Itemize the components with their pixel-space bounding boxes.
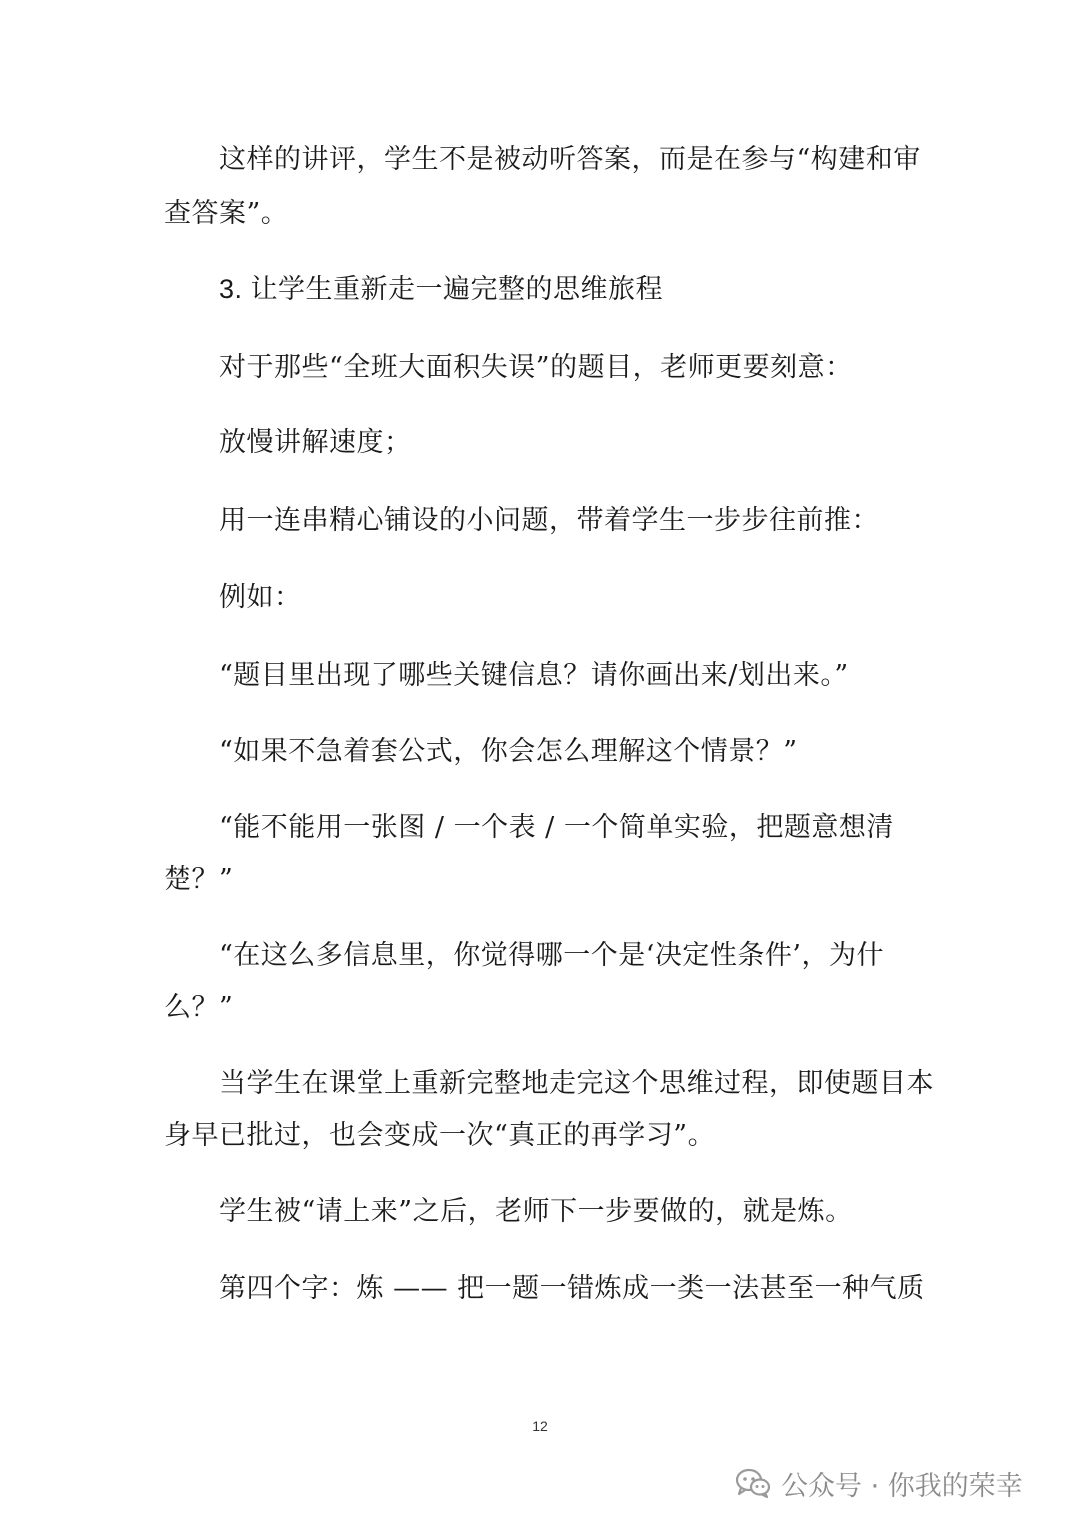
paragraph-line: 身早已批过，也会变成一次“真正的再学习”。: [164, 1120, 716, 1151]
quote-line: “题目里出现了哪些关键信息？请你画出来/划出来。”: [219, 660, 849, 691]
quote-line: 么？”: [164, 992, 234, 1023]
paragraph-line: 这样的讲评，学生不是被动听答案，而是在参与“构建和审: [219, 144, 921, 175]
paragraph-line: 对于那些“全班大面积失误”的题目，老师更要刻意：: [219, 352, 853, 383]
quote-line: 楚？”: [164, 864, 234, 895]
watermark: [735, 1461, 1023, 1505]
paragraph-line: 放慢讲解速度；: [219, 427, 412, 458]
paragraph-line: 当学生在课堂上重新完整地走完这个思维过程，即使题目本: [219, 1068, 934, 1099]
paragraph-line: 查答案”。: [164, 198, 289, 229]
paragraph-line: 例如：: [219, 582, 302, 613]
paragraph-line: 用一连串精心铺设的小问题，带着学生一步步往前推：: [219, 505, 879, 536]
section-heading: 3. 让学生重新走一遍完整的思维旅程: [219, 274, 664, 304]
page-number: 12: [532, 1418, 548, 1434]
watermark-text: 公众号 · 你我的荣幸: [781, 1470, 1023, 1502]
quote-line: “在这么多信息里，你觉得哪一个是‘决定性条件’，为什: [219, 940, 884, 971]
paragraph-line: 学生被“请上来”之后，老师下一步要做的，就是炼。: [219, 1196, 853, 1227]
wechat-icon: [735, 1468, 771, 1498]
quote-line: “如果不急着套公式，你会怎么理解这个情景？”: [219, 736, 798, 767]
quote-line: “能不能用一张图 / 一个表 / 一个简单实验，把题意想清: [219, 812, 894, 843]
section-heading: 第四个字：炼 —— 把一题一错炼成一类一法甚至一种气质: [219, 1273, 925, 1304]
